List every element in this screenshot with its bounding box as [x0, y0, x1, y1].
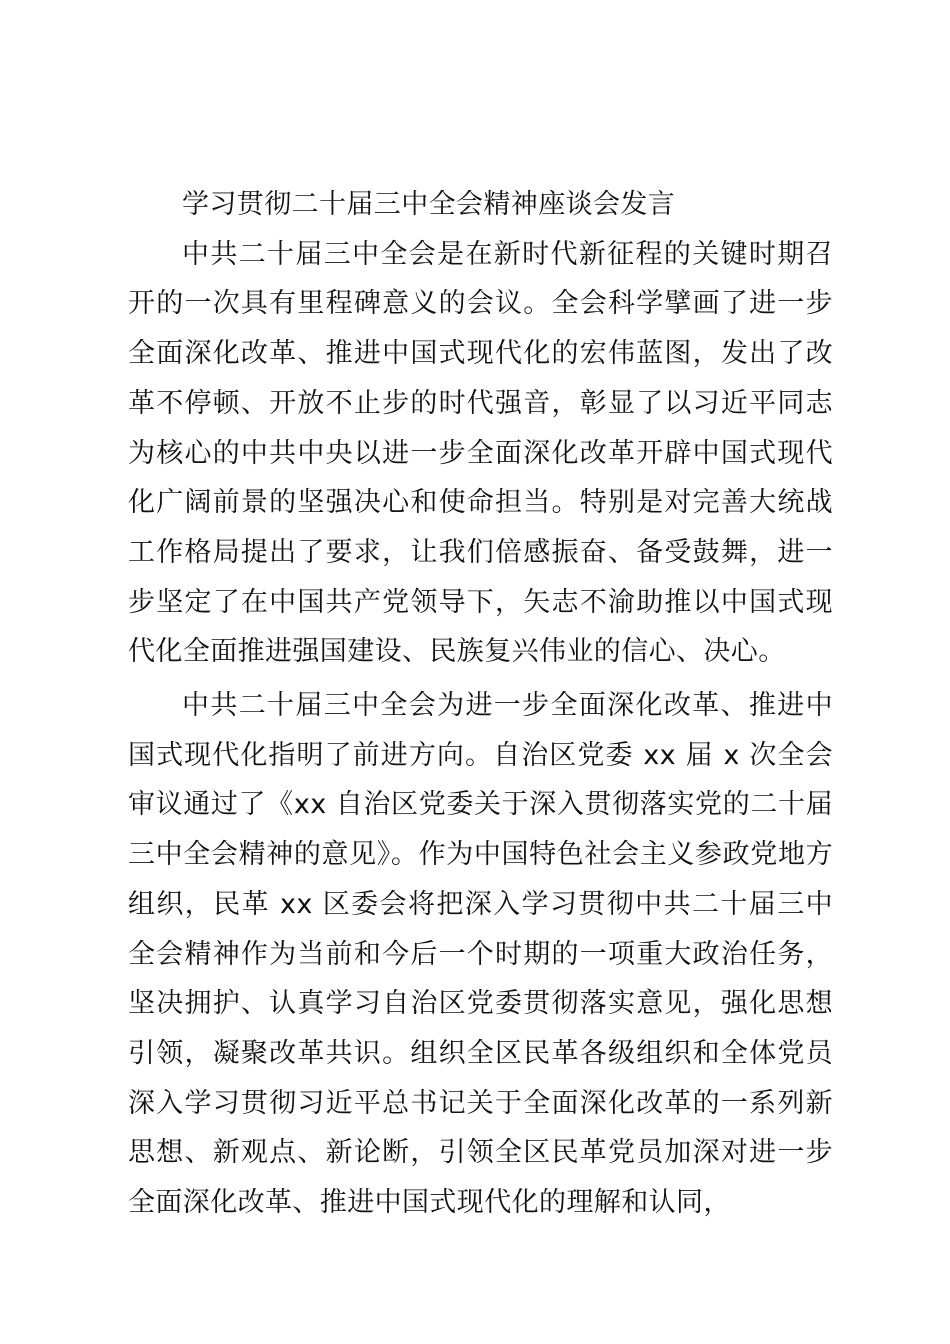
paragraph-2: 中共二十届三中全会为进一步全面深化改革、推进中国式现代化指明了前进方向。自治区党委 xx 届 x 次全会审议通过了《xx 自治区党委关于深入贯彻落实党的二十届三中全会精神的意见》。作为中国特色社会主义参政党地方组织，民革 xx 区委会将把深入学习贯彻中共二十届三中全会精神作为当前和今后一个时期的一项重大政治任务，坚决拥护、认真学习自治区党委贯彻落实意见，强化思想引领，凝聚改革共识。组织全区民革各级组织和全体党员深入学习贯彻习近平总书记关于全面深化改革的一系列新思想、新观点、新论断，引领全区民革党员加深对进一步全面深化改革、推进中国式现代化的理解和认同，	[128, 690, 833, 1219]
paragraph-1: 中共二十届三中全会是在新时代新征程的关键时期召开的一次具有里程碑意义的会议。全会科学擘画了进一步全面深化改革、推进中国式现代化的宏伟蓝图，发出了改革不停顿、开放不止步的时代强音，彰显了以习近平同志为核心的中共中央以进一步全面深化改革开辟中国式现代化广阔前景的坚强决心和使命担当。特别是对完善大统战工作格局提出了要求，让我们倍感振奋、备受鼓舞，进一步坚定了在中国共产党领导下，矢志不渝助推以中国式现代化全面推进强国建设、民族复兴伟业的信心、决心。	[128, 238, 833, 668]
document-title: 学习贯彻二十届三中全会精神座谈会发言	[182, 189, 676, 220]
document-page	[128, 180, 833, 1232]
